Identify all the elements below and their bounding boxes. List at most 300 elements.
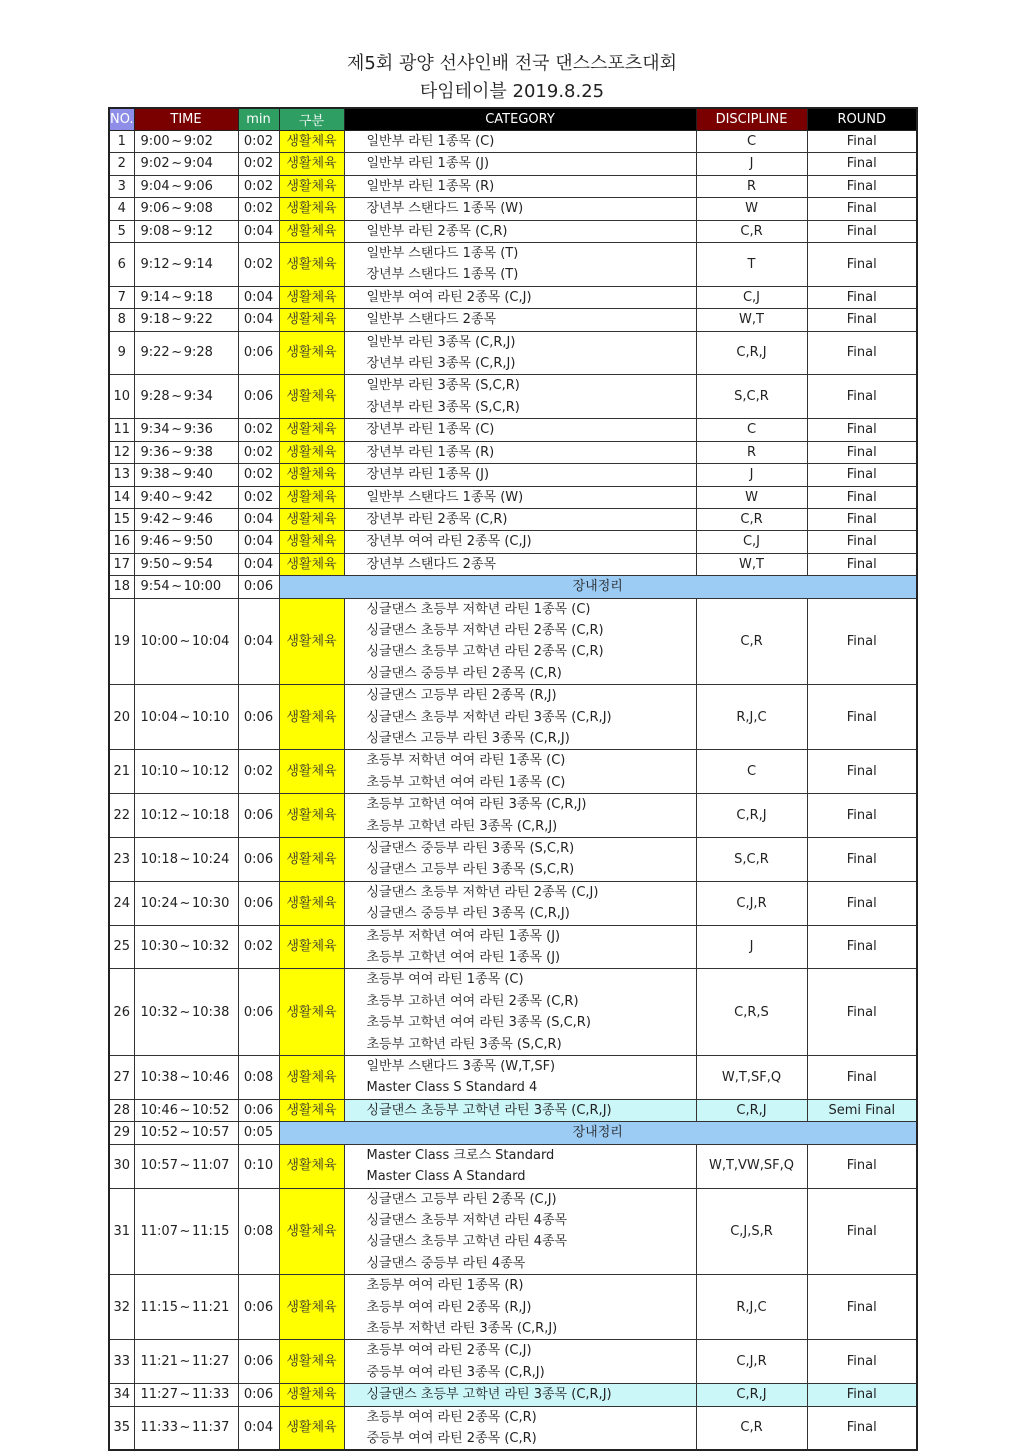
discipline: C,J (696, 286, 807, 308)
round: Final (807, 969, 917, 1056)
table-row (109, 881, 917, 925)
round: Final (807, 175, 917, 197)
duration: 0:10 (238, 1144, 279, 1188)
round: Final (807, 508, 917, 530)
start-time: 10:52 (140, 1125, 178, 1141)
discipline: J (696, 925, 807, 969)
category-line: 중등부 여여 라틴 3종목 (C,R,J) (366, 1364, 545, 1380)
round: Final (807, 375, 917, 419)
table-row (109, 131, 917, 153)
division-badge: 생활체육 (279, 1384, 344, 1406)
time-range (134, 131, 238, 153)
duration: 0:06 (238, 794, 279, 838)
category-line: 초등부 저학년 라틴 3종목 (C,R,J) (366, 1320, 558, 1336)
time-separator: ~ (171, 579, 183, 595)
start-time: 10:46 (140, 1102, 178, 1118)
category-line: 초등부 고학년 여여 라틴 3종목 (C,R,J) (366, 797, 587, 813)
category-cell (344, 331, 696, 375)
time-separator: ~ (179, 709, 191, 725)
time-range (134, 198, 238, 220)
end-time: 10:52 (191, 1102, 230, 1118)
category-cell (344, 286, 696, 308)
division-badge: 생활체육 (279, 286, 344, 308)
category-line: 싱글댄스 초등부 고학년 라틴 3종목 (C,R,J) (366, 1102, 612, 1118)
round: Final (807, 881, 917, 925)
category-line: 일반부 스탠다드 3종목 (W,T,SF) (366, 1059, 556, 1075)
duration: 0:02 (238, 198, 279, 220)
table-row (109, 1275, 917, 1340)
timetable-body (109, 131, 917, 1451)
division-badge: 생활체육 (279, 881, 344, 925)
round: Final (807, 531, 917, 553)
category-line: 초등부 저학년 여여 라틴 1종목 (C) (366, 753, 566, 769)
division-badge: 생활체육 (279, 508, 344, 530)
time-separator: ~ (179, 1004, 191, 1020)
row-number: 11 (109, 419, 134, 441)
category-line: 싱글댄스 초등부 저학년 라틴 1종목 (C) (366, 601, 591, 617)
category-cell (344, 685, 696, 750)
round: Final (807, 838, 917, 882)
column-header-no: NO. (109, 108, 134, 131)
category-cell (344, 1384, 696, 1406)
end-time: 10:32 (191, 939, 230, 955)
table-row (109, 925, 917, 969)
table-row (109, 220, 917, 242)
row-number: 33 (109, 1340, 134, 1384)
round: Final (807, 925, 917, 969)
category-line: 일반부 라틴 3종목 (C,R,J) (366, 334, 516, 350)
end-time: 9:38 (183, 444, 213, 460)
table-row (109, 331, 917, 375)
row-number: 17 (109, 553, 134, 575)
duration: 0:04 (238, 531, 279, 553)
duration: 0:02 (238, 175, 279, 197)
division-badge: 생활체육 (279, 598, 344, 685)
time-separator: ~ (179, 1387, 191, 1403)
column-header-discipline: DISCIPLINE (696, 108, 807, 131)
category-line: 초등부 여여 라틴 2종목 (C,R) (366, 1409, 537, 1425)
division-badge: 생활체육 (279, 969, 344, 1056)
category-line: 싱글댄스 중등부 라틴 3종목 (S,C,R) (366, 841, 575, 856)
time-range (134, 175, 238, 197)
time-range (134, 531, 238, 553)
time-separator: ~ (179, 633, 191, 649)
round: Final (807, 598, 917, 685)
time-range (134, 331, 238, 375)
time-separator: ~ (179, 1223, 191, 1239)
division-badge: 생활체육 (279, 925, 344, 969)
division-badge: 생활체육 (279, 309, 344, 331)
table-header-row (109, 108, 917, 131)
table-row (109, 1384, 917, 1406)
row-number: 16 (109, 531, 134, 553)
category-line: 싱글댄스 중등부 라틴 4종목 (366, 1255, 526, 1271)
time-range (134, 1056, 238, 1100)
category-cell (344, 1099, 696, 1121)
category-cell (344, 598, 696, 685)
duration: 0:02 (238, 486, 279, 508)
end-time: 11:15 (191, 1223, 230, 1239)
time-separator: ~ (171, 312, 183, 328)
category-line: 싱글댄스 고등부 라틴 3종목 (C,R,J) (366, 730, 570, 746)
time-range (134, 486, 238, 508)
start-time: 10:30 (140, 939, 178, 955)
duration: 0:06 (238, 375, 279, 419)
duration: 0:04 (238, 220, 279, 242)
table-row (109, 1099, 917, 1121)
table-row (109, 969, 917, 1056)
end-time: 11:37 (191, 1420, 230, 1436)
time-range (134, 508, 238, 530)
discipline: J (696, 153, 807, 175)
category-line: 장년부 여여 라틴 2종목 (C,J) (366, 534, 532, 550)
row-number: 8 (109, 309, 134, 331)
category-cell (344, 175, 696, 197)
document-title-block (0, 50, 1024, 106)
end-time: 9:28 (183, 345, 213, 361)
category-line: 싱글댄스 초등부 저학년 라틴 2종목 (C,J) (366, 884, 599, 900)
category-line: 중등부 여여 라틴 2종목 (C,R) (366, 1430, 537, 1446)
category-line: 싱글댄스 초등부 저학년 라틴 4종목 (366, 1212, 568, 1228)
end-time: 11:33 (191, 1387, 230, 1403)
time-range (134, 419, 238, 441)
row-number: 9 (109, 331, 134, 375)
end-time: 9:14 (183, 256, 213, 272)
end-time: 9:54 (183, 556, 213, 572)
time-separator: ~ (179, 1420, 191, 1436)
row-number: 3 (109, 175, 134, 197)
category-line: 장년부 라틴 1종목 (J) (366, 467, 490, 483)
category-line: 장년부 라틴 3종목 (S,C,R) (366, 399, 520, 415)
end-time: 10:04 (191, 633, 230, 649)
table-row (109, 153, 917, 175)
time-range (134, 1122, 238, 1144)
start-time: 10:57 (140, 1158, 178, 1174)
category-cell (344, 486, 696, 508)
end-time: 9:06 (183, 178, 213, 194)
round: Final (807, 685, 917, 750)
duration: 0:04 (238, 598, 279, 685)
start-time: 9:22 (140, 345, 170, 361)
end-time: 10:38 (191, 1004, 230, 1020)
start-time: 9:40 (140, 489, 170, 505)
table-row (109, 419, 917, 441)
time-range (134, 243, 238, 287)
duration: 0:04 (238, 1406, 279, 1450)
start-time: 11:15 (140, 1299, 178, 1315)
division-badge: 생활체육 (279, 243, 344, 287)
start-time: 9:36 (140, 444, 170, 460)
end-time: 10:24 (191, 851, 230, 867)
duration: 0:06 (238, 1099, 279, 1121)
duration: 0:02 (238, 419, 279, 441)
discipline: W,T,VW,SF,Q (696, 1144, 807, 1188)
category-line: 장년부 라틴 3종목 (C,R,J) (366, 356, 516, 372)
category-line: 장년부 라틴 2종목 (C,R) (366, 511, 508, 527)
table-row (109, 531, 917, 553)
discipline: R,J,C (696, 1275, 807, 1340)
category-line: 장년부 스탠다드 2종목 (366, 556, 497, 572)
division-badge: 생활체육 (279, 464, 344, 486)
time-separator: ~ (171, 422, 183, 438)
row-number: 25 (109, 925, 134, 969)
end-time: 9:22 (183, 312, 213, 328)
category-line: 일반부 라틴 1종목 (R) (366, 178, 495, 194)
start-time: 10:00 (140, 633, 178, 649)
end-time: 9:40 (183, 467, 213, 483)
table-row (109, 508, 917, 530)
category-cell (344, 794, 696, 838)
category-cell (344, 553, 696, 575)
time-range (134, 576, 238, 598)
round: Final (807, 131, 917, 153)
start-time: 11:27 (140, 1387, 178, 1403)
category-line: 초등부 고학년 라틴 3종목 (S,C,R) (366, 1036, 562, 1052)
column-header-round: ROUND (807, 108, 917, 131)
time-separator: ~ (171, 156, 183, 172)
table-row (109, 685, 917, 750)
row-number: 7 (109, 286, 134, 308)
time-range (134, 553, 238, 575)
row-number: 27 (109, 1056, 134, 1100)
category-line: 초등부 고학년 여여 라틴 3종목 (S,C,R) (366, 1015, 591, 1031)
table-row (109, 750, 917, 794)
division-badge: 생활체육 (279, 220, 344, 242)
division-badge: 생활체육 (279, 553, 344, 575)
start-time: 9:38 (140, 467, 170, 483)
time-range (134, 1340, 238, 1384)
table-row (109, 286, 917, 308)
round: Final (807, 1275, 917, 1340)
end-time: 11:21 (191, 1299, 230, 1315)
category-line: 싱글댄스 고등부 라틴 3종목 (S,C,R) (366, 862, 575, 878)
start-time: 10:32 (140, 1004, 178, 1020)
table-row (109, 486, 917, 508)
time-range (134, 153, 238, 175)
discipline: C,R,J (696, 1384, 807, 1406)
start-time: 9:12 (140, 256, 170, 272)
round: Final (807, 486, 917, 508)
end-time: 9:50 (183, 534, 213, 550)
category-cell (344, 464, 696, 486)
row-number: 1 (109, 131, 134, 153)
discipline: C,J,R (696, 881, 807, 925)
table-row (109, 553, 917, 575)
break-label: 장내정리 (279, 1122, 917, 1144)
time-separator: ~ (179, 764, 191, 780)
discipline: C,J (696, 531, 807, 553)
time-separator: ~ (171, 201, 183, 217)
duration: 0:04 (238, 508, 279, 530)
discipline: S,C,R (696, 375, 807, 419)
round: Final (807, 464, 917, 486)
row-number: 21 (109, 750, 134, 794)
category-cell (344, 508, 696, 530)
table-row (109, 375, 917, 419)
round: Final (807, 794, 917, 838)
end-time: 9:34 (183, 389, 213, 405)
discipline: C,R (696, 598, 807, 685)
category-line: 초등부 고하년 여여 라틴 2종목 (C,R) (366, 993, 579, 1009)
time-range (134, 925, 238, 969)
time-separator: ~ (171, 178, 183, 194)
time-range (134, 881, 238, 925)
category-line: Master Class A Standard (366, 1169, 526, 1185)
timetable (108, 107, 918, 1451)
discipline: W (696, 198, 807, 220)
time-separator: ~ (171, 556, 183, 572)
start-time: 9:02 (140, 156, 170, 172)
time-range (134, 1144, 238, 1188)
category-line: 일반부 라틴 1종목 (J) (366, 156, 490, 172)
time-range (134, 286, 238, 308)
table-row (109, 198, 917, 220)
time-separator: ~ (171, 345, 183, 361)
time-separator: ~ (171, 389, 183, 405)
time-separator: ~ (179, 1299, 191, 1315)
category-line: 싱글댄스 중등부 라틴 3종목 (C,R,J) (366, 906, 570, 922)
column-header-min: min (238, 108, 279, 131)
duration: 0:02 (238, 153, 279, 175)
category-cell (344, 1144, 696, 1188)
round: Semi Final (807, 1099, 917, 1121)
end-time: 9:02 (183, 134, 213, 149)
category-line: 일반부 라틴 1종목 (C) (366, 134, 495, 149)
time-separator: ~ (179, 1354, 191, 1370)
start-time: 10:18 (140, 851, 178, 867)
round: Final (807, 553, 917, 575)
category-line: 초등부 고학년 여여 라틴 1종목 (J) (366, 950, 561, 966)
row-number: 5 (109, 220, 134, 242)
time-separator: ~ (171, 134, 183, 149)
round: Final (807, 1340, 917, 1384)
time-separator: ~ (179, 939, 191, 955)
duration: 0:06 (238, 969, 279, 1056)
time-separator: ~ (179, 807, 191, 823)
time-range (134, 685, 238, 750)
round: Final (807, 286, 917, 308)
division-badge: 생활체육 (279, 531, 344, 553)
start-time: 10:38 (140, 1069, 178, 1085)
duration: 0:06 (238, 881, 279, 925)
round: Final (807, 1406, 917, 1450)
time-range (134, 969, 238, 1056)
discipline: C,R,J (696, 1099, 807, 1121)
end-time: 10:57 (191, 1125, 230, 1141)
time-range (134, 1406, 238, 1450)
start-time: 9:50 (140, 556, 170, 572)
duration: 0:04 (238, 286, 279, 308)
row-number: 12 (109, 441, 134, 463)
duration: 0:06 (238, 1384, 279, 1406)
category-line: 장년부 라틴 1종목 (C) (366, 422, 495, 438)
category-cell (344, 309, 696, 331)
category-cell (344, 969, 696, 1056)
duration: 0:05 (238, 1122, 279, 1144)
category-cell (344, 925, 696, 969)
time-separator: ~ (171, 289, 183, 305)
discipline: C,R,J (696, 331, 807, 375)
category-line: 일반부 라틴 2종목 (C,R) (366, 223, 508, 239)
start-time: 10:12 (140, 807, 178, 823)
start-time: 11:33 (140, 1420, 178, 1436)
discipline: W (696, 486, 807, 508)
category-cell (344, 1406, 696, 1450)
category-cell (344, 531, 696, 553)
time-separator: ~ (179, 1125, 191, 1141)
division-badge: 생활체육 (279, 1406, 344, 1450)
row-number: 35 (109, 1406, 134, 1450)
column-header-time: TIME (134, 108, 238, 131)
start-time: 9:06 (140, 201, 170, 217)
table-row (109, 309, 917, 331)
time-separator: ~ (171, 256, 183, 272)
round: Final (807, 153, 917, 175)
category-line: 싱글댄스 초등부 저학년 라틴 3종목 (C,R,J) (366, 709, 612, 725)
division-badge: 생활체육 (279, 1188, 344, 1275)
start-time: 9:00 (140, 134, 170, 149)
category-cell (344, 1188, 696, 1275)
time-separator: ~ (179, 1102, 191, 1118)
round: Final (807, 198, 917, 220)
end-time: 9:08 (183, 201, 213, 217)
break-label: 장내정리 (279, 576, 917, 598)
category-line: 일반부 스탠다드 1종목 (W) (366, 489, 524, 505)
duration: 0:04 (238, 309, 279, 331)
end-time: 10:00 (183, 579, 222, 595)
time-separator: ~ (179, 895, 191, 911)
start-time: 9:04 (140, 178, 170, 194)
category-cell (344, 1056, 696, 1100)
duration: 0:06 (238, 1275, 279, 1340)
time-range (134, 598, 238, 685)
column-header-division: 구분 (279, 108, 344, 131)
time-range (134, 1099, 238, 1121)
round: Final (807, 1144, 917, 1188)
row-number: 31 (109, 1188, 134, 1275)
end-time: 10:10 (191, 709, 230, 725)
discipline: W,T,SF,Q (696, 1056, 807, 1100)
table-row (109, 441, 917, 463)
division-badge: 생활체육 (279, 331, 344, 375)
category-cell (344, 131, 696, 153)
end-time: 9:46 (183, 511, 213, 527)
time-separator: ~ (171, 534, 183, 550)
table-row (109, 1406, 917, 1450)
row-number: 20 (109, 685, 134, 750)
discipline: R,J,C (696, 685, 807, 750)
row-number: 23 (109, 838, 134, 882)
row-number: 2 (109, 153, 134, 175)
start-time: 9:54 (140, 579, 170, 595)
category-line: 싱글댄스 초등부 저학년 라틴 2종목 (C,R) (366, 622, 604, 638)
category-cell (344, 881, 696, 925)
discipline: W,T (696, 553, 807, 575)
duration: 0:06 (238, 685, 279, 750)
category-cell (344, 1340, 696, 1384)
round: Final (807, 309, 917, 331)
division-badge: 생활체육 (279, 198, 344, 220)
division-badge: 생활체육 (279, 1275, 344, 1340)
category-line: Master Class S Standard 4 (366, 1080, 538, 1096)
discipline: C,R (696, 220, 807, 242)
end-time: 11:27 (191, 1354, 230, 1370)
category-line: 초등부 여여 라틴 2종목 (R,J) (366, 1299, 532, 1315)
start-time: 9:18 (140, 312, 170, 328)
start-time: 9:34 (140, 422, 170, 438)
time-separator: ~ (171, 467, 183, 483)
end-time: 10:46 (191, 1069, 230, 1085)
